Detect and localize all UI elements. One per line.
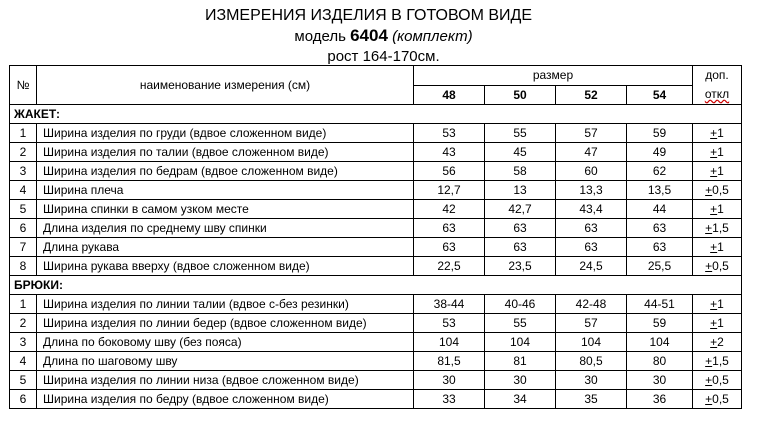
size-50: 50	[485, 85, 556, 105]
plus-minus-sign: +	[705, 221, 713, 235]
measurement-name: Длина рукава	[37, 238, 414, 257]
measurements-table	[9, 65, 742, 409]
tolerance-cell	[693, 333, 742, 352]
plus-minus-sign: +	[710, 202, 718, 216]
tolerance-cell	[693, 371, 742, 390]
row-number: 2	[10, 314, 37, 333]
measurement-value: 58	[485, 162, 556, 181]
section-spacer	[414, 105, 742, 124]
tolerance-value: 1	[717, 164, 724, 178]
measurement-value: 24,5	[556, 257, 627, 276]
measurement-value: 30	[627, 371, 693, 390]
plus-minus-sign: +	[710, 126, 718, 140]
plus-minus-sign: +	[710, 316, 718, 330]
tolerance-cell	[693, 124, 742, 143]
measurement-name: Длина по боковому шву (без пояса)	[37, 333, 414, 352]
measurement-value: 63	[556, 219, 627, 238]
plus-minus-sign: +	[710, 297, 718, 311]
measurement-value: 62	[627, 162, 693, 181]
plus-minus-sign: +	[710, 145, 718, 159]
tolerance-cell	[693, 295, 742, 314]
tolerance-cell	[693, 257, 742, 276]
section-title: БРЮКИ:	[10, 276, 414, 295]
tolerance-cell	[693, 390, 742, 409]
table-row	[10, 200, 742, 219]
measurement-value: 55	[485, 314, 556, 333]
measurement-value: 104	[414, 333, 485, 352]
measurement-value: 49	[627, 143, 693, 162]
tolerance-value: 1	[717, 316, 724, 330]
table-row	[10, 238, 742, 257]
row-number: 1	[10, 295, 37, 314]
tolerance-cell	[693, 162, 742, 181]
measurement-value: 63	[414, 238, 485, 257]
measurement-value: 44-51	[627, 295, 693, 314]
plus-minus-sign: +	[705, 392, 713, 406]
table-row	[10, 371, 742, 390]
measurement-value: 80,5	[556, 352, 627, 371]
tolerance-value: 1	[717, 145, 724, 159]
measurement-name: Ширина изделия по груди (вдвое сложенном виде)	[37, 124, 414, 143]
measurement-value: 42,7	[485, 200, 556, 219]
row-number: 7	[10, 238, 37, 257]
plus-minus-sign: +	[710, 335, 718, 349]
tolerance-value: 1	[717, 297, 724, 311]
measurement-value: 63	[556, 238, 627, 257]
measurement-value: 104	[556, 333, 627, 352]
header-name: наименование измерения (см)	[37, 66, 414, 105]
table-row	[10, 333, 742, 352]
section-spacer	[414, 276, 742, 295]
table-row	[10, 181, 742, 200]
measurement-name: Ширина изделия по линии низа (вдвое сложенном виде)	[37, 371, 414, 390]
measurement-value: 57	[556, 314, 627, 333]
tolerance-cell	[693, 200, 742, 219]
tolerance-value: 1	[717, 126, 724, 140]
measurement-value: 34	[485, 390, 556, 409]
measurement-name: Длина изделия по среднему шву спинки	[37, 219, 414, 238]
row-number: 6	[10, 390, 37, 409]
measurement-value: 33	[414, 390, 485, 409]
measurement-value: 25,5	[627, 257, 693, 276]
measurement-value: 60	[556, 162, 627, 181]
measurement-value: 12,7	[414, 181, 485, 200]
measurement-value: 63	[485, 238, 556, 257]
measurement-value: 42-48	[556, 295, 627, 314]
measurement-name: Ширина изделия по бедрам (вдвое сложенном виде)	[37, 162, 414, 181]
header-tolerance	[693, 66, 742, 105]
measurement-value: 43	[414, 143, 485, 162]
measurement-value: 35	[556, 390, 627, 409]
tolerance-cell	[693, 219, 742, 238]
measurement-value: 56	[414, 162, 485, 181]
tolerance-value: 2	[717, 335, 724, 349]
measurement-value: 44	[627, 200, 693, 219]
tolerance-cell	[693, 238, 742, 257]
row-number: 4	[10, 352, 37, 371]
row-number: 3	[10, 162, 37, 181]
measurement-value: 81	[485, 352, 556, 371]
measurement-name: Ширина изделия по бедру (вдвое сложенном виде)	[37, 390, 414, 409]
measurement-value: 55	[485, 124, 556, 143]
table-row	[10, 352, 742, 371]
tolerance-cell	[693, 143, 742, 162]
header-row	[10, 66, 742, 86]
row-number: 1	[10, 124, 37, 143]
plus-minus-sign: +	[705, 183, 713, 197]
measurement-value: 13	[485, 181, 556, 200]
table-row	[10, 124, 742, 143]
row-number: 2	[10, 143, 37, 162]
measurement-value: 38-44	[414, 295, 485, 314]
table-row	[10, 314, 742, 333]
measurement-value: 36	[627, 390, 693, 409]
row-number: 3	[10, 333, 37, 352]
document-title	[0, 6, 757, 66]
measurement-value: 53	[414, 124, 485, 143]
measurement-name: Длина по шаговому шву	[37, 352, 414, 371]
table-row	[10, 143, 742, 162]
measurement-value: 47	[556, 143, 627, 162]
model-line	[10, 26, 757, 47]
tolerance-value: 0,5	[712, 373, 729, 387]
section-row	[10, 105, 742, 124]
measurement-value: 13,3	[556, 181, 627, 200]
tolerance-cell	[693, 352, 742, 371]
row-number: 6	[10, 219, 37, 238]
measurement-name: Ширина рукава вверху (вдвое сложенном виде)	[37, 257, 414, 276]
tolerance-value: 1,5	[712, 221, 729, 235]
measurement-value: 59	[627, 124, 693, 143]
row-number: 5	[10, 371, 37, 390]
tolerance-value: 1,5	[712, 354, 729, 368]
measurement-value: 42	[414, 200, 485, 219]
tolerance-value: 0,5	[712, 392, 729, 406]
measurement-value: 63	[627, 219, 693, 238]
header-size: размер	[414, 66, 693, 86]
size-52: 52	[556, 85, 627, 105]
measurement-value: 63	[414, 219, 485, 238]
tolerance-label-2: откл	[704, 87, 730, 101]
title-line: ИЗМЕРЕНИЯ ИЗДЕЛИЯ В ГОТОВОМ ВИДЕ	[204, 7, 533, 24]
measurement-name: Ширина изделия по талии (вдвое сложенном виде)	[37, 143, 414, 162]
measurement-value: 30	[485, 371, 556, 390]
measurement-value: 53	[414, 314, 485, 333]
header-no: №	[10, 66, 37, 105]
measurement-name: Ширина изделия по линии талии (вдвое с-без резинки)	[37, 295, 414, 314]
plus-minus-sign: +	[710, 240, 718, 254]
measurement-name: Ширина спинки в самом узком месте	[37, 200, 414, 219]
plus-minus-sign: +	[705, 354, 713, 368]
size-54: 54	[627, 85, 693, 105]
table-row	[10, 219, 742, 238]
measurement-value: 43,4	[556, 200, 627, 219]
section-title: ЖАКЕТ:	[10, 105, 414, 124]
measurement-value: 40-46	[485, 295, 556, 314]
row-number: 8	[10, 257, 37, 276]
measurement-value: 81,5	[414, 352, 485, 371]
height-line: рост 164-170см.	[327, 48, 440, 65]
tolerance-cell	[693, 181, 742, 200]
model-number: 6404	[350, 26, 388, 45]
measurement-value: 30	[414, 371, 485, 390]
table-row	[10, 162, 742, 181]
tolerance-value: 1	[717, 240, 724, 254]
measurement-value: 23,5	[485, 257, 556, 276]
size-48: 48	[414, 85, 485, 105]
measurement-value: 45	[485, 143, 556, 162]
table-row	[10, 257, 742, 276]
measurement-value: 57	[556, 124, 627, 143]
plus-minus-sign: +	[705, 373, 713, 387]
model-label: модель	[294, 28, 346, 45]
measurement-name: Ширина изделия по линии бедер (вдвое сложенном виде)	[37, 314, 414, 333]
measurement-value: 63	[485, 219, 556, 238]
row-number: 5	[10, 200, 37, 219]
model-note: (комплект)	[392, 28, 473, 45]
row-number: 4	[10, 181, 37, 200]
section-row	[10, 276, 742, 295]
tolerance-value: 1	[717, 202, 724, 216]
measurement-value: 104	[485, 333, 556, 352]
table-row	[10, 295, 742, 314]
tolerance-value: 0,5	[712, 259, 729, 273]
table-row	[10, 390, 742, 409]
measurement-value: 104	[627, 333, 693, 352]
plus-minus-sign: +	[705, 259, 713, 273]
plus-minus-sign: +	[710, 164, 718, 178]
measurement-value: 30	[556, 371, 627, 390]
measurement-name: Ширина плеча	[37, 181, 414, 200]
measurement-value: 13,5	[627, 181, 693, 200]
measurement-value: 63	[627, 238, 693, 257]
tolerance-value: 0,5	[712, 183, 729, 197]
measurement-value: 80	[627, 352, 693, 371]
measurement-value: 22,5	[414, 257, 485, 276]
tolerance-cell	[693, 314, 742, 333]
measurement-value: 59	[627, 314, 693, 333]
tolerance-label-1: доп.	[705, 68, 729, 82]
